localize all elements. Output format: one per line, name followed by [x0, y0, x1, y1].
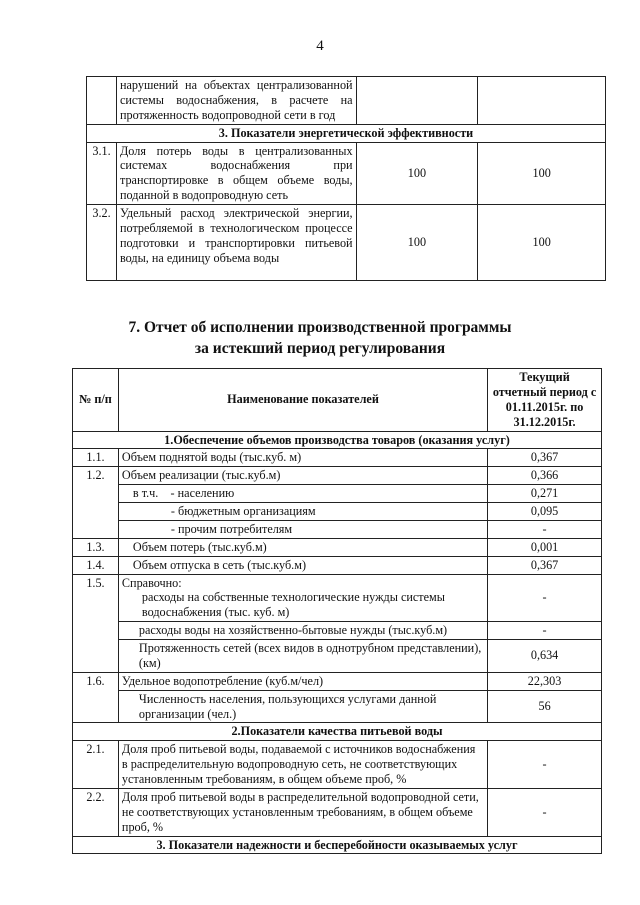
indicator-name: - бюджетным организациям [118, 503, 487, 521]
row-number [87, 77, 117, 125]
table-row [73, 640, 602, 673]
plan-value: 100 [356, 142, 478, 205]
indicator-value: 22,303 [488, 672, 602, 690]
section-heading: 1.Обеспечение объемов производства товаров (оказания услуг) [73, 431, 602, 449]
indicator-name: Численность населения, пользующихся услугами данной организации (чел.) [118, 690, 487, 723]
table-row [73, 574, 602, 622]
section-title-line1: 7. Отчет об исполнении производственной программы [128, 319, 512, 336]
indicator-name: расходы воды на хозяйственно-бытовые нужды (тыс.куб.м) [118, 622, 487, 640]
indicator-value: 56 [488, 690, 602, 723]
indicator-value: - [488, 741, 602, 789]
plan-value [356, 77, 478, 125]
table-row [73, 449, 602, 467]
indicator-value: 0,634 [488, 640, 602, 673]
row-number: 2.1. [73, 741, 119, 789]
table-row [73, 622, 602, 640]
indicator-value: - [488, 788, 602, 836]
section-title [0, 318, 640, 360]
indicator-name: Объем потерь (тыс.куб.м) [118, 538, 487, 556]
header-number: № п/п [73, 369, 119, 432]
actual-value: 100 [478, 142, 606, 205]
plan-value: 100 [356, 205, 478, 281]
table-row [87, 205, 606, 281]
subitem-label: - населению [170, 486, 235, 501]
row-number: 1.4. [73, 556, 119, 574]
indicator-name: Протяженность сетей (всех видов в однотрубном представлении), (км) [118, 640, 487, 673]
table-row [73, 503, 602, 521]
section-heading: 3. Показатели энергетической эффективности [87, 124, 606, 142]
reference-heading: Справочно: [121, 575, 182, 590]
table-row [87, 77, 606, 125]
table-row [73, 520, 602, 538]
actual-value [478, 77, 606, 125]
indicator-value: - [488, 622, 602, 640]
section-heading: 3. Показатели надежности и бесперебойности оказываемых услуг [73, 836, 602, 854]
indicator-value: - [488, 520, 602, 538]
indicator-name: Доля проб питьевой воды в распределительной водопроводной сети, не соответствующих установленным требованиям, в общем объеме проб, % [118, 788, 487, 836]
row-number: 2.2. [73, 788, 119, 836]
indicator-name: Объем реализации (тыс.куб.м) [118, 467, 487, 485]
indicator-name [118, 485, 487, 503]
table-row [87, 142, 606, 205]
table-row [73, 788, 602, 836]
section-header-row [73, 723, 602, 741]
page-number: 4 [316, 38, 324, 54]
indicators-table-continued [86, 76, 606, 281]
row-number: 1.1. [73, 449, 119, 467]
section-header-row [73, 431, 602, 449]
indicator-name: Доля проб питьевой воды, подаваемой с источников водоснабжения в распределительную водопроводную сеть, не соответствующих установленным требованиям, в общем объеме проб, % [118, 741, 487, 789]
program-report-table [72, 368, 602, 854]
row-number: 1.2. [73, 467, 119, 539]
header-row [73, 369, 602, 432]
indicator-value: 0,001 [488, 538, 602, 556]
header-name: Наименование показателей [118, 369, 487, 432]
indicator-name [118, 574, 487, 622]
indicator-name: - прочим потребителям [118, 520, 487, 538]
section-header-row [87, 124, 606, 142]
table-row [73, 741, 602, 789]
table-row [73, 672, 602, 690]
section-heading: 2.Показатели качества питьевой воды [73, 723, 602, 741]
indicator-name: Удельный расход электрической энергии, потребляемой в технологическом процессе подготовки и транспортировки питьевой воды, на единицу объема воды [116, 205, 356, 281]
indicator-name: Объем поднятой воды (тыс.куб. м) [118, 449, 487, 467]
table-row [73, 538, 602, 556]
indicator-name: Доля потерь воды в централизованных системах водоснабжения при транспортировке в общем объеме воды, поданной в водопроводную сеть [116, 142, 356, 205]
section-title-line2: за истекший период регулирования [194, 339, 446, 357]
subitem-prefix: в т.ч. [132, 486, 159, 501]
indicator-name: Объем отпуска в сеть (тыс.куб.м) [118, 556, 487, 574]
actual-value: 100 [478, 205, 606, 281]
indicator-value: 0,367 [488, 449, 602, 467]
indicator-value: 0,095 [488, 503, 602, 521]
indicator-name: нарушений на объектах централизованной системы водоснабжения, в расчете на протяженность водопроводной сети в год [116, 77, 356, 125]
row-number: 3.2. [87, 205, 117, 281]
reference-item: расходы на собственные технологические нужды системы водоснабжения (тыс. куб. м) [141, 590, 445, 620]
header-period: Текущий отчетный период с 01.11.2015г. по 31.12.2015г. [488, 369, 602, 432]
row-number: 1.5. [73, 574, 119, 672]
row-number: 1.3. [73, 538, 119, 556]
indicator-value: 0,366 [488, 467, 602, 485]
row-number: 3.1. [87, 142, 117, 205]
table-row [73, 556, 602, 574]
table-row [73, 690, 602, 723]
table-row [73, 485, 602, 503]
indicator-name: Удельное водопотребление (куб.м/чел) [118, 672, 487, 690]
row-number: 1.6. [73, 672, 119, 723]
section-header-row [73, 836, 602, 854]
indicator-value: 0,271 [488, 485, 602, 503]
indicator-value: 0,367 [488, 556, 602, 574]
table-row [73, 467, 602, 485]
indicator-value: - [488, 574, 602, 622]
